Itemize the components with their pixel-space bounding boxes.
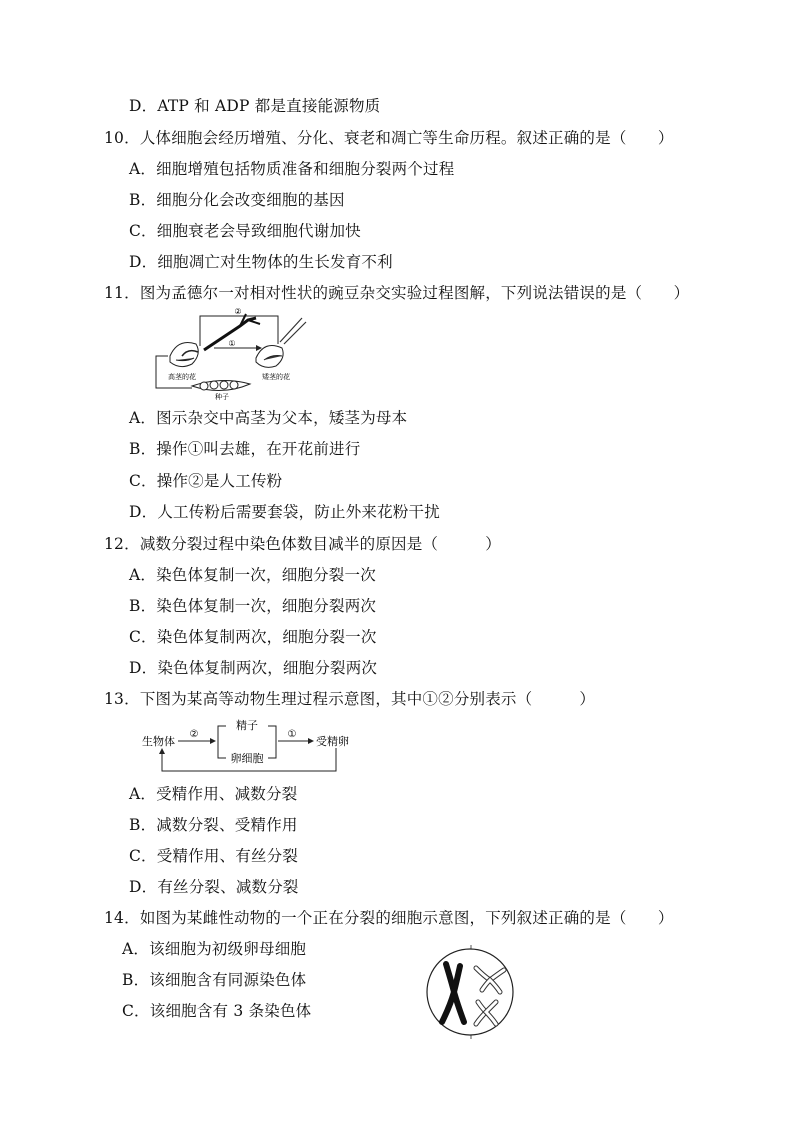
fig13-mark-1: ①: [287, 729, 297, 740]
dividing-cell-figure: [420, 944, 520, 1040]
q12-option-b: B．染色体复制一次，细胞分裂两次: [129, 597, 377, 615]
q14-option-b: B．该细胞含有同源染色体: [122, 971, 307, 989]
fig11-label-seed: 种子: [215, 393, 229, 400]
q9-option-d: D．ATP 和 ADP 都是直接能源物质: [129, 97, 381, 115]
fig11-mark-1: ①: [228, 339, 236, 348]
fig11-label-tall: 高茎的花: [168, 373, 196, 381]
q11-option-a: A．图示杂交中高茎为父本，矮茎为母本: [129, 409, 408, 427]
q11-option-d: D．人工传粉后需要套袋，防止外来花粉干扰: [129, 503, 440, 521]
q14-option-a: A．该细胞为初级卵母细胞: [122, 940, 307, 958]
q11-stem: 11．图为孟德尔一对相对性状的豌豆杂交实验过程图解，下列说法错误的是（ ）: [104, 284, 690, 302]
fig11-label-short: 矮茎的花: [262, 373, 290, 381]
q10-option-a: A．细胞增殖包括物质准备和细胞分裂两个过程: [129, 160, 455, 178]
q10-option-d: D．细胞凋亡对生物体的生长发育不利: [129, 253, 393, 271]
pea-cross-figure: [152, 304, 312, 400]
fig11-mark-2: ②: [234, 307, 242, 316]
q12-option-c: C．染色体复制两次，细胞分裂一次: [129, 628, 377, 646]
q10-stem: 10．人体细胞会经历增殖、分化、衰老和凋亡等生命历程。叙述正确的是（ ）: [104, 129, 674, 147]
fig13-sperm: 精子: [236, 719, 258, 732]
q13-option-a: A．受精作用、减数分裂: [129, 785, 298, 803]
q10-option-b: B．细胞分化会改变细胞的基因: [129, 191, 345, 209]
q12-option-d: D．染色体复制两次，细胞分裂两次: [129, 659, 378, 677]
fig13-zygote: 受精卵: [316, 735, 349, 748]
fig13-mark-2: ②: [189, 729, 199, 740]
q12-option-a: A．染色体复制一次，细胞分裂一次: [129, 566, 376, 584]
q14-stem: 14．如图为某雌性动物的一个正在分裂的细胞示意图，下列叙述正确的是（ ）: [104, 909, 674, 927]
q13-option-b: B．减数分裂、受精作用: [129, 816, 298, 834]
q12-stem: 12．减数分裂过程中染色体数目减半的原因是（ ）: [104, 535, 501, 553]
q13-stem: 13．下图为某高等动物生理过程示意图，其中①②分别表示（ ）: [104, 690, 596, 708]
q10-option-c: C．细胞衰老会导致细胞代谢加快: [129, 222, 361, 240]
fig13-egg: 卵细胞: [230, 752, 264, 765]
q14-option-c: C．该细胞含有 3 条染色体: [122, 1002, 312, 1020]
life-cycle-figure: [140, 718, 360, 776]
q11-option-c: C．操作②是人工传粉: [129, 472, 283, 490]
q11-option-b: B．操作①叫去雄，在开花前进行: [129, 440, 361, 458]
q13-option-d: D．有丝分裂、减数分裂: [129, 878, 299, 896]
q13-option-c: C．受精作用、有丝分裂: [129, 847, 299, 865]
fig13-organism: 生物体: [142, 735, 175, 748]
